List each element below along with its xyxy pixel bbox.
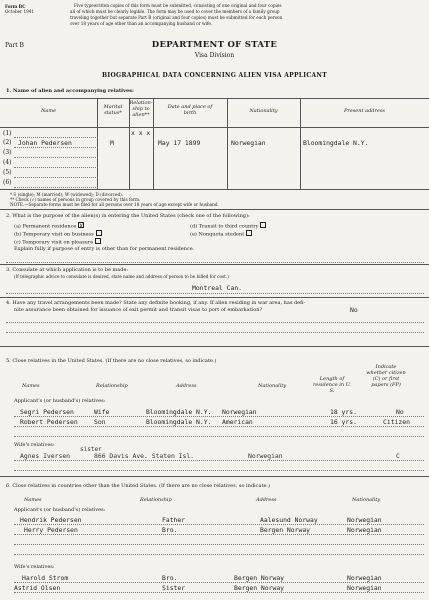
foreign-wife-relative-address: Bergen Norway [234,584,285,592]
section-rule [0,346,429,347]
foreign-wife-relative-name: Harold Strom [22,574,69,582]
row-line [14,592,424,593]
section-rule [0,264,429,265]
col-header-marital: Marital status* [103,104,123,116]
purpose-transit[interactable] [190,222,266,230]
s6-applicant-label: Applicant's (or husband's) relatives: [14,507,106,513]
form-date: October 1941 [5,9,35,14]
section4-title-cont: nite assurance been obtained for issuance of exit permit and transit visas to port of embarkation? [14,307,263,313]
instructions-line: all of which must be clearly legible. The form may be used to cover the members of a family group [70,9,280,14]
footnote-check: ** Check (√) names of persons in group covered by this form. [10,197,141,202]
foreign-wife-relative-nationality: Norwegian [347,584,382,592]
row-line [14,544,424,545]
row-line [14,554,424,555]
form-title: BIOGRAPHICAL DATA CONCERNING ALIEN VISA APPLICANT [102,72,327,79]
foreign-wife-relative-relationship: Sister [162,584,186,592]
row-line [14,147,98,148]
relative-relationship: Son [94,418,106,426]
table-bottom-rule [0,189,429,190]
pleasure-checkbox[interactable] [95,238,101,244]
s5-col-relationship: Relationship [96,383,128,389]
col-header-nationality: Nationality [249,108,278,114]
foreign-wife-relative-address: Bergen Norway [234,574,285,582]
relative-relationship: Wife [94,408,110,416]
consulate-line [6,293,424,294]
s5-wife-label: Wife's relatives: [14,442,55,448]
relative-status: No [396,408,404,416]
col-header-relationship: Relation-ship to alien** [129,100,153,118]
instructions-line: Five typewritten copies of this form must be submitted, consisting of one original and four copies [74,3,282,8]
separate-forms-note: NOTE.—Separate forms must be filed for all persons over 18 years of age except wife or husband. [10,202,219,207]
row-line [14,582,424,583]
relative-address: Bloomingdale N.Y. [146,418,212,426]
row-line [14,187,98,188]
permanent-check-mark: X [79,222,83,230]
section4-title: 4. Have any travel arrangements been made? State any definite booking, if any. If alien residing in war area, has defi- [6,300,306,306]
row1-marks: x x x [131,129,151,137]
answer-line [6,322,424,323]
s6-col-names: Names [24,497,42,503]
s6-wife-label: Wife's relatives: [14,564,55,570]
applicant-nationality: Norwegian [231,139,266,147]
student-checkbox[interactable] [246,230,252,236]
row-number: (5) [3,169,12,176]
row-line [14,416,424,417]
col-header-birth: Date and place of birth [167,104,213,116]
row-line [14,137,98,138]
purpose-transit-label: (d) Transit to third country [190,223,259,230]
section-rule [0,476,429,477]
table-header-rule [0,127,429,128]
purpose-permanent[interactable] [14,222,83,230]
purpose-student[interactable] [190,230,252,238]
foreign-relative-name: Herry Pedersen [24,526,78,534]
s6-col-relationship: Relationship [140,497,172,503]
col-header-name: Name [40,108,57,114]
row-number: (4) [3,159,12,166]
relative-length: 16 yrs. [330,418,357,426]
row-line [14,157,98,158]
foreign-relative-nationality: Norwegian [347,526,382,534]
business-checkbox[interactable] [96,230,102,236]
purpose-explain: Explain fully if purpose of entry is other than for permanent residence. [14,246,195,252]
relative-nationality: Norwegian [222,408,257,416]
transit-checkbox[interactable] [260,222,266,228]
consulate-value: Montreal Can. [192,284,243,292]
foreign-wife-relative-nationality: Norwegian [347,574,382,582]
applicant-birth: May 17 1899 [158,139,201,147]
row-line [14,167,98,168]
row-number: (1) [3,130,12,137]
relative-name: Robert Pedersen [20,418,78,426]
form-id: Form BC [5,4,26,9]
relative-name: Segri Pedersen [20,408,74,416]
row-line [14,436,424,437]
relative-nationality: American [222,418,253,426]
wife-relative-nationality: Norwegian [248,452,283,460]
row-line [14,177,98,178]
footnote-marital: * S (single); M (married); W (widowed); D (divorced). [10,192,124,197]
purpose-student-label: (e) Nonquota student [190,231,245,238]
part-label: Part B [5,42,24,49]
s6-col-nationality: Nationality [352,497,381,503]
instructions-line: over 18 years of age other than an accompanying husband or wife. [70,21,213,26]
s5-col-nationality: Nationality [258,383,287,389]
row-number: (6) [3,179,12,186]
relative-length: 18 yrs. [330,408,357,416]
division-title: Visa Division [194,52,235,59]
section-rule [0,297,429,298]
wife-relative-relationship: sister [80,446,102,453]
s5-col-length: Length of residence in U. S. [313,376,351,394]
section1-title: 1. Name of alien and accompanying relatives: [6,88,134,94]
relative-status: Citizen [383,418,410,426]
section2-title: 2. What is the purpose of the alien(s) in entering the United States (check one of the following): [6,213,250,219]
purpose-pleasure-label: (c) Temporary visit on pleasure [14,239,94,246]
section3-subtitle: (If telegraphic advice to consulate is desired, state name and address of person to be billed for cost.) [14,274,229,279]
row-line [14,426,424,427]
row-number: (3) [3,149,12,156]
wife-relative-name: Agnes Iversen [20,452,71,460]
travel-answer: No [350,306,358,314]
section5-title: 5. Close relatives in the United States. (If there are no close relatives, so indicate.) [6,358,217,364]
s5-applicant-label: Applicant's (or husband's) relatives: [14,398,106,404]
foreign-relative-address: Aalesund Norway [260,516,318,524]
applicant-marital: M [110,139,114,147]
row-line [14,470,424,471]
foreign-wife-relative-relationship: Bro. [162,574,178,582]
s6-col-address: Address [256,497,277,503]
relative-address: Bloomingdale N.Y. [146,408,212,416]
foreign-wife-relative-name: Astrid Olsen [14,584,61,592]
row-line [14,460,424,461]
foreign-relative-name: Hendrik Pedersen [20,516,82,524]
foreign-relative-relationship: Bro. [162,526,178,534]
instructions-line: traveling together but separate Part B (original and four copies) must be submitted for each person [70,15,283,20]
table-top-rule [0,98,429,99]
department-title: DEPARTMENT OF STATE [151,40,278,50]
section3-title: 3. Consulate at which application is to be made: [6,267,129,273]
row-line [14,524,424,525]
foreign-relative-relationship: Father [162,516,186,524]
foreign-relative-nationality: Norwegian [347,516,382,524]
s5-col-status: Indicate whether citizen (C) or first papers (FP) [366,364,406,388]
wife-relative-status: C [396,452,400,460]
explain-line [6,262,424,263]
s5-col-address: Address [176,383,197,389]
col-header-address: Present address [344,108,385,114]
foreign-relative-address: Bergen Norway [260,526,311,534]
row-line [14,534,424,535]
applicant-name: Johan Pedersen [18,139,72,147]
purpose-permanent-label: (a) Permanent residence [14,223,77,230]
answer-line [6,332,424,333]
section-rule [0,209,429,210]
section6-title: 6. Close relatives in countries other than the United States. (If there are no close relatives, so indicate.) [6,483,270,489]
purpose-business[interactable] [14,230,102,238]
wife-relative-address: 866 Davis Ave. Staten Isl. [94,452,195,460]
purpose-pleasure[interactable] [14,238,101,246]
s5-col-names: Names [22,383,40,389]
applicant-address: Bloomingdale N.Y. [303,139,369,147]
purpose-business-label: (b) Temporary visit on business [14,231,94,238]
row-number: (2) [3,139,12,146]
